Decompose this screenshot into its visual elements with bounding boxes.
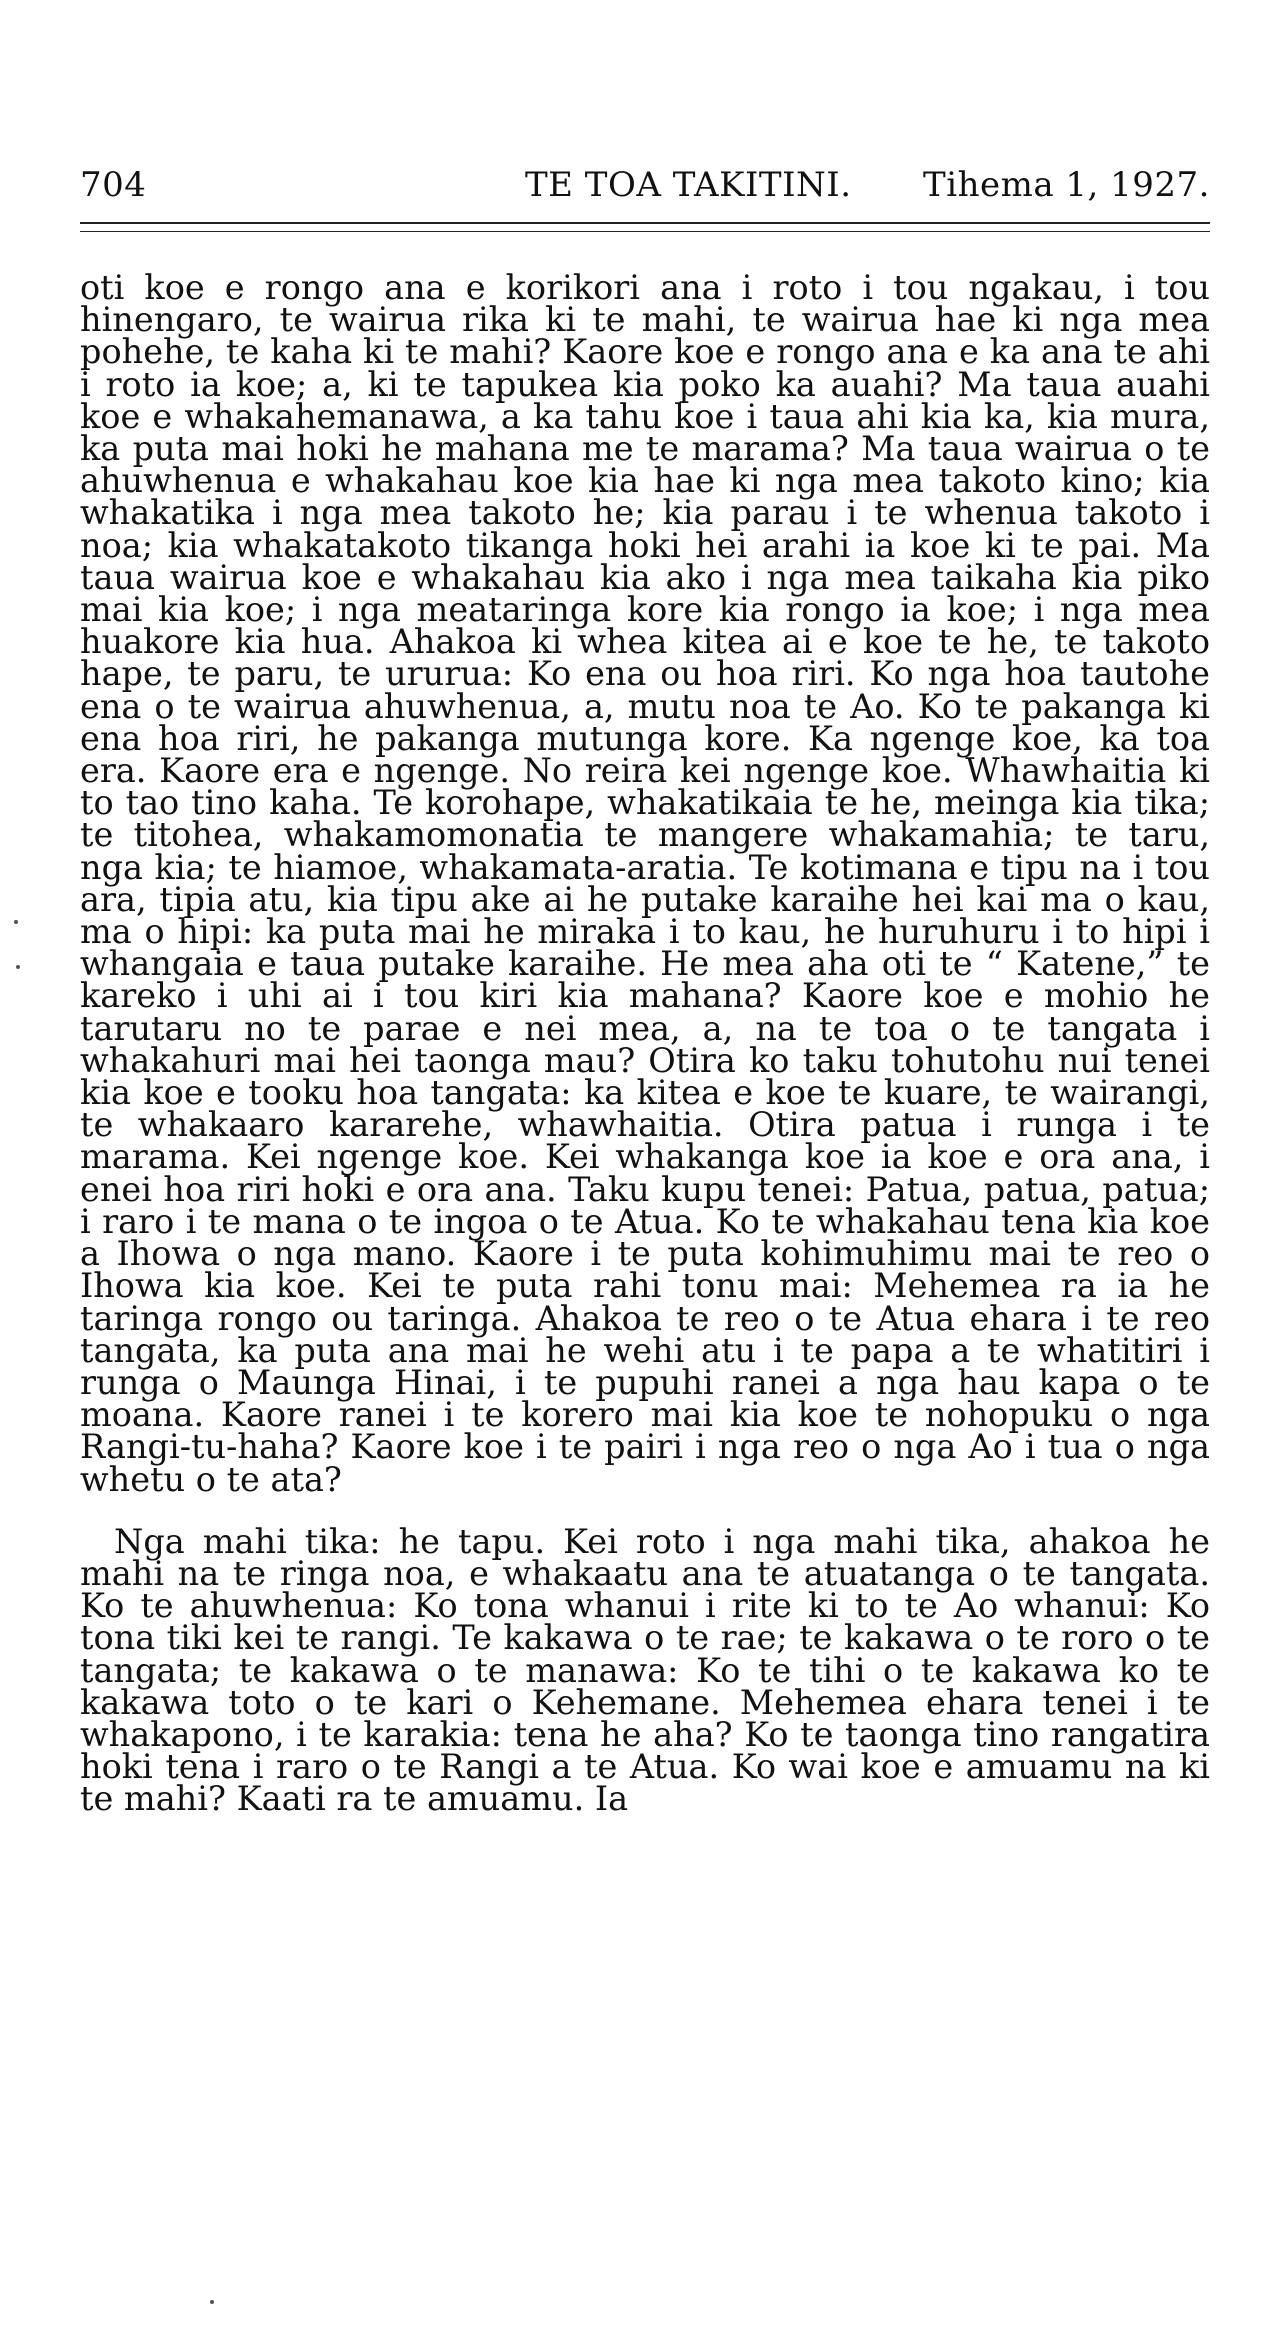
body-text (80, 268, 1210, 1819)
print-speck (16, 965, 20, 969)
header-rule-thin (80, 231, 1210, 232)
print-speck (210, 2300, 214, 2304)
paragraph-2: Nga mahi tika: he tapu. Kei roto i nga mahi tika, ahakoa he mahi na te ringa noa, e whakaatu ana te atuatanga o te tangata. Ko te ahuwhenua: Ko tona whanui i rite ki to te Ao whanui: Ko tona tiki kei te rangi. Te kakawa o te rae; te kakawa o te roro o te tangata; te kakawa o te manawa: Ko te tihi o te kakawa ko te kakawa toto o te kari o Kehemane. Mehemea ehara tenei i te whakapono, i te karakia: tena he aha? Ko te taonga tino rangatira hoki tena i raro o te Rangi a te Atua. Ko wai koe e amuamu na ki te mahi? Kaati ra te amuamu. Ia (80, 1521, 1210, 1819)
print-speck (14, 920, 18, 924)
page-number: 704 (80, 165, 147, 205)
running-title: TE TOA TAKITINI. (525, 165, 852, 205)
running-header (80, 165, 1210, 215)
paragraph-1: oti koe e rongo ana e korikori ana i roto i tou ngakau, i tou hinengaro, te wairua rika ki te mahi, te wairua hae ki nga mea pohehe, te kaha ki te mahi? Kaore koe e rongo ana e ka ana te ahi i roto ia koe; a, ki te tapukea kia poko ka auahi? Ma taua auahi koe e whakahemanawa, a ka tahu koe i taua ahi kia ka, kia mura, ka puta mai hoki he mahana me te marama? Ma taua wairua o te ahuwhenua e whakahau koe kia hae ki nga mea takoto kino; kia whakatika i nga mea takoto he; kia parau i te whenua takoto i noa; kia whakatakoto tikanga hoki hei arahi ia koe ki te pai. Ma taua wairua koe e whakahau kia ako i nga mea taikaha kia piko mai kia koe; i nga meataringa kore kia rongo ia koe; i nga mea huakore kia hua. Ahakoa ki whea kitea ai e koe te he, te takoto hape, te paru, te ururua: Ko ena ou hoa riri. Ko nga hoa tautohe ena o te wairua ahuwhenua, a, mutu noa te Ao. Ko te pakanga ki ena hoa riri, he pakanga mutunga kore. Ka ngenge koe, ka toa era. Kaore era e ngenge. No reira kei ngenge koe. Whawhaitia ki to tao tino kaha. Te korohape, whakatikaia te he, meinga kia tika; te titohea, whakamomonatia te mangere whakamahia; te taru, nga kia; te hiamoe, whakamata-aratia. Te kotimana e tipu na i tou ara, tipia atu, kia tipu ake ai he putake karaihe hei kai ma o kau, ma o hipi: ka puta mai he miraka i to kau, he huruhuru i to hipi i whangaia e taua putake karaihe. He mea aha oti te “ Katene,” te kareko i uhi ai i tou kiri kia mahana? Kaore koe e mohio he tarutaru no te parae e nei mea, a, na te toa o te tangata i whakahuri mai hei taonga mau? Otira ko taku tohutohu nui tenei kia koe e tooku hoa tangata: ka kitea e koe te kuare, te wairangi, te whakaaro kararehe, whawhaitia. Otira patua i runga i te marama. Kei ngenge koe. Kei whakanga koe ia koe e ora ana, i enei hoa riri hoki e ora ana. Taku kupu tenei: Patua, patua, patua; i raro i te mana o te ingoa o te Atua. Ko te whakahau tena kia koe a Ihowa o nga mano. Kaore i te puta kohimuhimu mai te reo o Ihowa kia koe. Kei te puta rahi tonu mai: Mehemea ra ia he taringa rongo ou taringa. Ahakoa te reo o te Atua ehara i te reo tangata, ka puta ana mai he wehi atu i te papa a te whatitiri i runga o Maunga Hinai, i te pupuhi ranei a nga hau kapa o te moana. Kaore ranei i te korero mai kia koe te nohopuku o nga Rangi-tu-haha? Kaore koe i te pairi i nga reo o nga Ao i tua o nga whetu o te ata? (80, 268, 1210, 1499)
issue-date: Tihema 1, 1927. (923, 165, 1210, 205)
header-rule-thick (80, 222, 1210, 224)
